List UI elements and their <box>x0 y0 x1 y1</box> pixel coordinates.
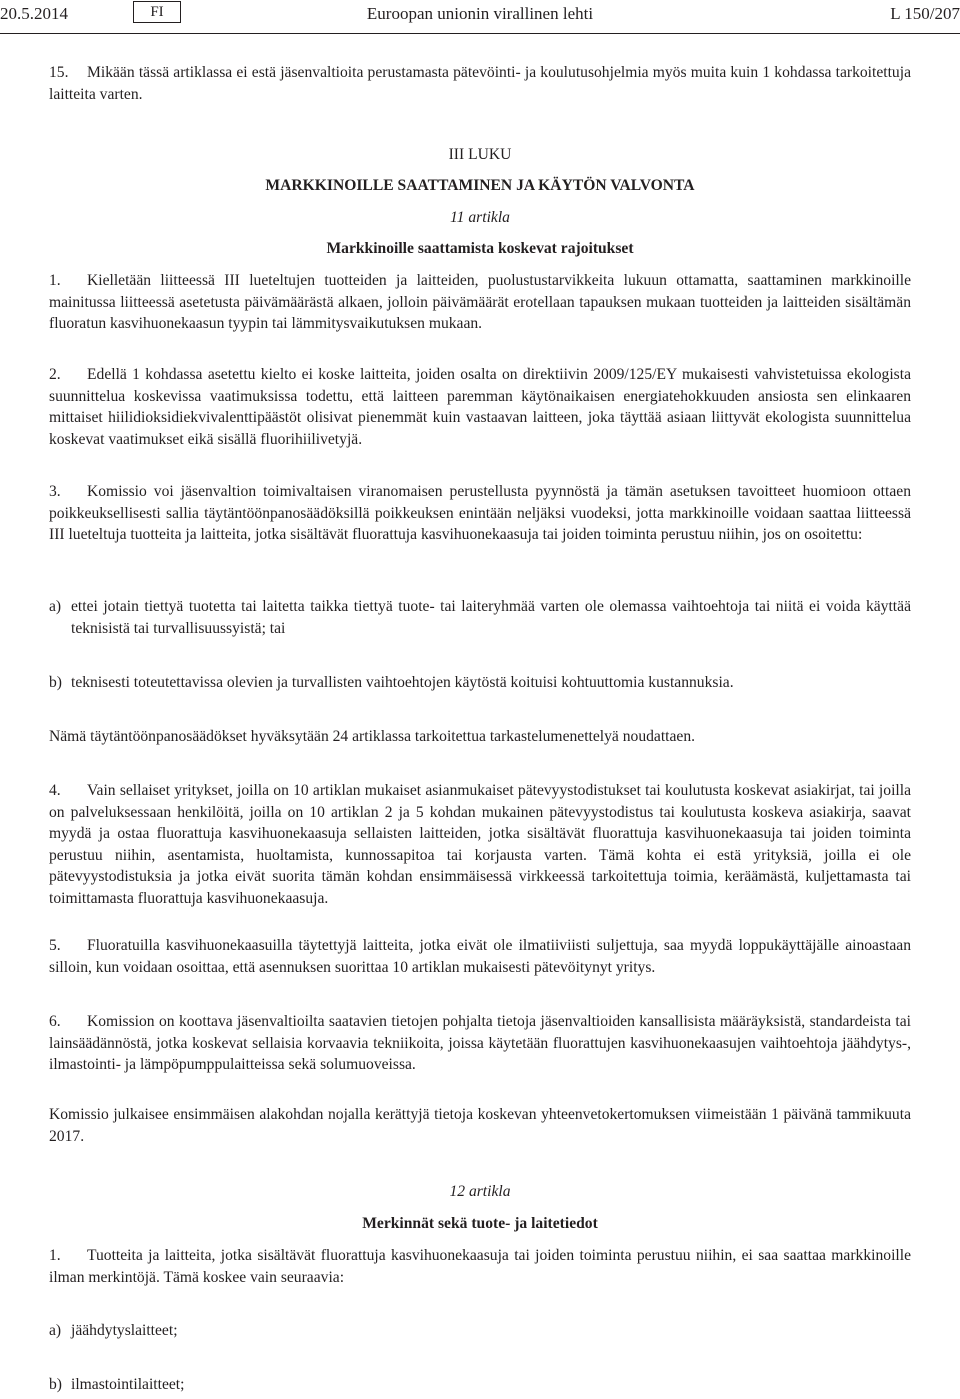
paragraph-15 <box>49 62 911 105</box>
list-item-a <box>49 596 911 639</box>
paragraph-text: Komissio voi jäsenvaltion toimivaltaisen viranomaisen perustellusta pyynnöstä ja tämän asetuksen tavoitteet huomioon ottaen poikkeuksellisesti sallia täytäntöönpanosäädöksillä poikkeuksen enintään neljäksi vuodeksi, jotta markkinoille voidaan saattaa liitteessä III lueteltuja tuotteita ja laitteita, jotka sisältävät fluorattuja kasvihuonekaasuja tai joiden toiminta perustuu niihin, jos on osoitettu: <box>49 483 911 543</box>
paragraph-number: 1. <box>49 272 61 289</box>
paragraph-number: 6. <box>49 1013 61 1030</box>
article-12-label: 12 artikla <box>449 1183 511 1200</box>
article-11-paragraph-3 <box>49 481 911 546</box>
article-12-paragraph-1 <box>49 1245 911 1288</box>
article-11-paragraph-1 <box>49 270 911 335</box>
journal-title: Euroopan unionin virallinen lehti <box>366 4 594 23</box>
article-11-paragraph-4 <box>49 780 911 909</box>
paragraph-text: Edellä 1 kohdassa asetettu kielto ei koske laitteita, joiden osalta on direktiivin 2009/125/EY mukaisesti vahvistetuissa ekologista suunnittelua koskevissa vaatimuksissa todettu, että laitteen paremman käytönaikaisen energiatehokkuuden ansiosta sen elinkaaren mittaiset hiilidioksidiekvivalenttipäästöt olisivat pienemmät kuin vastaavan laitteen, joka täyttää asiaan liittyvät ekologista suunnittelua koskevat vaatimukset eikä sisällä fluorihiilivetyjä. <box>49 366 911 448</box>
list-text: ilmastointilaitteet; <box>71 1376 185 1393</box>
paragraph-number: 3. <box>49 483 61 500</box>
article-11-paragraph-6-subparagraph: Komissio julkaisee ensimmäisen alakohdan nojalla kerättyjä tietoja koskevan yhteenvetokertomuksen viimeistään 1 päivänä tammikuuta 2017. <box>49 1106 911 1145</box>
paragraph-text: Kielletään liitteessä III lueteltujen tuotteiden ja laitteiden, puolustustarvikkeita lukuun ottamatta, saattaminen markkinoille mainitussa liitteessä asetetusta päivämäärästä alkaen, jolloin päivämäärät erotellaan tapauksen mukaan tuotteiden ja laitteiden sisältämän fluoratun kasvihuonekaasun tyypin tai lämmitysvaikutuksen mukaan. <box>49 272 911 332</box>
list-item-b <box>49 672 911 694</box>
paragraph-text: Tuotteita ja laitteita, jotka sisältävät fluorattuja kasvihuonekaasuja tai joiden toiminta perustuu niihin, ei saa saattaa markkinoille ilman merkintöjä. Tämä koskee vain seuraavia: <box>49 1247 911 1286</box>
chapter-number: III LUKU <box>448 146 512 163</box>
paragraph-number: 15. <box>49 64 69 81</box>
list-label: a) <box>49 598 62 615</box>
list-text: jäähdytyslaitteet; <box>71 1322 178 1339</box>
article-11-paragraph-2 <box>49 364 911 450</box>
list-label: b) <box>49 674 62 691</box>
list-item-a <box>49 1320 911 1342</box>
article-11-paragraph-6 <box>49 1011 911 1076</box>
article-11-paragraph-3-closing: Nämä täytäntöönpanosäädökset hyväksytään 24 artiklassa tarkoitettua tarkastelumenettelyä noudattaen. <box>49 728 696 745</box>
header-rule <box>0 33 960 34</box>
paragraph-text: Vain sellaiset yritykset, joilla on 10 artiklan mukaiset asianmukaiset pätevyystodistukset tai koulutusta koskevat asiakirjat, tai joilla on palveluksessaan henkilöitä, joilla on 10 artiklan 2 ja 5 kohdan mukainen pätevyystodistus tai koulutusta koskeva asiakirja, saavat myydä ja ostaa fluorattuja kasvihuonekaasuja sellaisten laitteiden, jotka sisältävät fluorattuja kasvihuonekaasuja tai joiden toiminta perustuu niihin, asentamista, huoltamista, kunnossapitoa tai korjausta varten. Tämä kohta ei estä yrityksiä, joilla ei ole pätevyystodistuksia ja jotka eivät suorita tämän kohdan ensimmäisessä virkkeessä tarkoitettuja toimia, keräämästä, kuljettamasta tai toimittamasta fluorattuja kasvihuonekaasuja. <box>49 782 911 907</box>
list-text: ettei jotain tiettyä tuotetta tai laitetta taikka tiettyä tuote- tai laiteryhmää varten ole olemassa vaihtoehtoja tai niitä ei voida käyttää teknisistä tai turvallisuussyistä; tai <box>71 598 911 637</box>
publication-date: 20.5.2014 <box>0 4 68 23</box>
paragraph-number: 2. <box>49 366 61 383</box>
language-badge: FI <box>133 1 181 23</box>
chapter-title: MARKKINOILLE SAATTAMINEN JA KÄYTÖN VALVONTA <box>265 177 695 194</box>
list-label: a) <box>49 1322 62 1339</box>
paragraph-text: Komission on koottava jäsenvaltioilta saatavien tietojen pohjalta tietoja jäsenvaltioiden kansallisista määräyksistä, standardeista tai lainsäädännöstä, jotka koskevat sellaisia korvaavia tekniikoita, joissa käytetään fluorattujen kasvihuonekaasujen vaihtoehtoja jäähdytys-, ilmastointi- ja lämpöpumppulaitteissa sekä solumuoveissa. <box>49 1013 911 1073</box>
list-label: b) <box>49 1376 62 1393</box>
list-item-b <box>49 1374 911 1396</box>
page-header <box>0 0 960 34</box>
paragraph-text: Mikään tässä artiklassa ei estä jäsenvaltioita perustamasta pätevöinti- ja koulutusohjelmia myös muita kuin 1 kohdassa tarkoitettuja laitteita varten. <box>49 64 911 103</box>
paragraph-number: 4. <box>49 782 61 799</box>
article-11-paragraph-5 <box>49 935 911 978</box>
paragraph-number: 1. <box>49 1247 61 1264</box>
page-number: L 150/207 <box>890 4 960 23</box>
article-11-label: 11 artikla <box>450 209 510 226</box>
paragraph-number: 5. <box>49 937 61 954</box>
article-12-title: Merkinnät sekä tuote- ja laitetiedot <box>362 1215 598 1232</box>
article-11-title: Markkinoille saattamista koskevat rajoitukset <box>326 240 634 257</box>
paragraph-text: Fluoratuilla kasvihuonekaasuilla täytettyjä laitteita, jotka eivät ole ilmatiiviisti suljettuja, saa myydä loppukäyttäjälle ainoastaan silloin, kun voidaan osoittaa, että asennuksen suorittaa 10 artiklan mukaisesti pätevöitynyt yritys. <box>49 937 911 976</box>
list-text: teknisesti toteutettavissa olevien ja turvallisten vaihtoehtojen käytöstä koituisi kohtuuttomia kustannuksia. <box>71 674 734 691</box>
